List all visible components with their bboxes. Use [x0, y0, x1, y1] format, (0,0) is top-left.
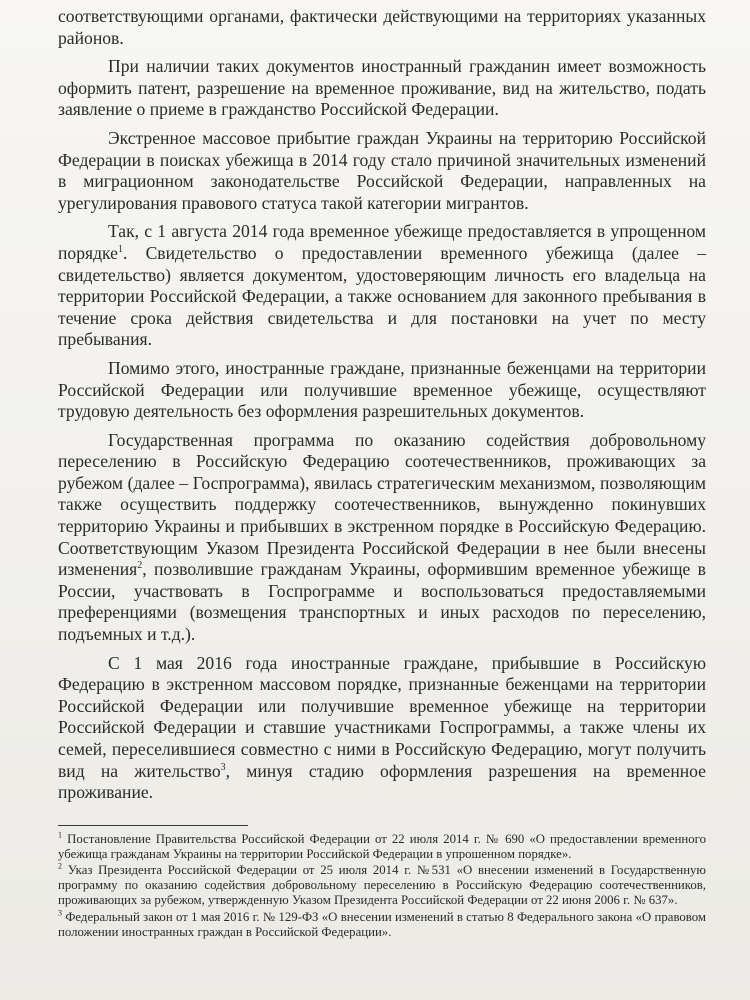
footnote-ref-2[interactable]: 2: [137, 560, 143, 572]
paragraph-4-text-after: . Свидетельство о предоставлении временного убежища (далее – свидетельство) является документом, удостоверяющим личность его владельца на территории Российской Федерации, а также основанием для законного пребывания в течение срока действия свидетельства и для постановки на учет по месту пребывания.: [58, 242, 706, 350]
paragraph-7-text-before: С 1 мая 2016 года иностранные граждане, прибывшие в Российскую Федерацию в экстренном массовом порядке, признанные беженцами на территории Российской Федерации или получившие временное убежище на территории Российской Федерации и ставшие участниками Госпрограммы, а также члены их семей, переселившиеся совместно с ними в Российскую Федерацию, могут получить вид на жительство: [58, 652, 706, 781]
footnote-separator: [58, 825, 248, 826]
footnote-number-2: 2: [58, 862, 62, 872]
paragraph-5: Помимо этого, иностранные граждане, признанные беженцами на территории Российской Федерации или получившие временное убежище, осуществляют трудовую деятельность без оформления разрешительных документов.: [58, 357, 706, 422]
paragraph-7: [58, 653, 706, 804]
footnote-ref-3[interactable]: 3: [220, 761, 226, 773]
paragraph-4: [58, 221, 706, 351]
footnote-text-1: Постановление Правительства Российской Федерации от 22 июля 2014 г. № 690 «О предоставлении временного убежища гражданам Украины на территории Российской Федерации в упрошенном порядке».: [58, 831, 707, 861]
footnote-number-3: 3: [58, 908, 62, 918]
footnotes: [58, 832, 706, 940]
footnote-number-1: 1: [58, 830, 62, 840]
footnote-text-3: Федеральный закон от 1 мая 2016 г. № 129-ФЗ «О внесении изменений в статью 8 Федерального закона «О правовом положении иностранных граждан в Российской Федерации».: [58, 909, 707, 939]
footnote-2: [58, 863, 706, 907]
paragraph-6: [58, 430, 706, 646]
footnote-3: [58, 910, 706, 940]
footnote-ref-1[interactable]: 1: [117, 244, 123, 256]
paragraph-6-text-after: , позволившие гражданам Украины, оформившим временное убежище в России, участвовать в Госпрограмме и воспользоваться предоставляемыми преференциями (возмещения транспортных и иных расходов по переселению, подъемных и т.д.).: [58, 559, 706, 645]
footnote-1: [58, 832, 706, 862]
paragraph-2: При наличии таких документов иностранный гражданин имеет возможность оформить патент, разрешение на временное проживание, вид на жительство, подать заявление о приеме в гражданство Российской Федерации.: [58, 56, 706, 120]
paragraph-4-text-before: Так, с 1 августа 2014 года временное убежище предоставляется в упрощенном порядке: [58, 221, 706, 263]
paragraph-6-text-before: Государственная программа по оказанию содействия добровольному переселению в Российскую Федерацию соотечественников, проживающих за рубежом (далее – Госпрограмма), явилась стратегическим механизмом, позволяющим также осуществить поддержку соотечественников, вынужденно покинувших территорию Украины и прибывших в экстренном порядке в Российскую Федерацию. Соответствующим Указом Президента Российской Федерации в нее были внесены изменения: [58, 429, 706, 580]
body-text: [58, 6, 706, 804]
paragraph-7-text-after: , минуя стадию оформления разрешения на временное проживание.: [58, 760, 706, 803]
paragraph-3: Экстренное массовое прибытие граждан Украины на территорию Российской Федерации в поисках убежища в 2014 году стало причиной значительных изменений в миграционном законодательстве Российской Федерации, направленных на урегулирования правового статуса такой категории мигрантов.: [58, 127, 706, 213]
footnote-text-2: Указ Президента Российской Федерации от 25 июля 2014 г. №531 «О внесении изменений в Государственную программу по оказанию содействия добровольному переселению в Российскую Федерацию соотечественников, проживающих за рубежом, утвержденную Указом Президента Российской Федерации от 22 июня 2006 г. № 637».: [58, 863, 706, 907]
paragraph-1: соответствующими органами, фактически действующими на территориях указанных районов.: [58, 6, 706, 48]
